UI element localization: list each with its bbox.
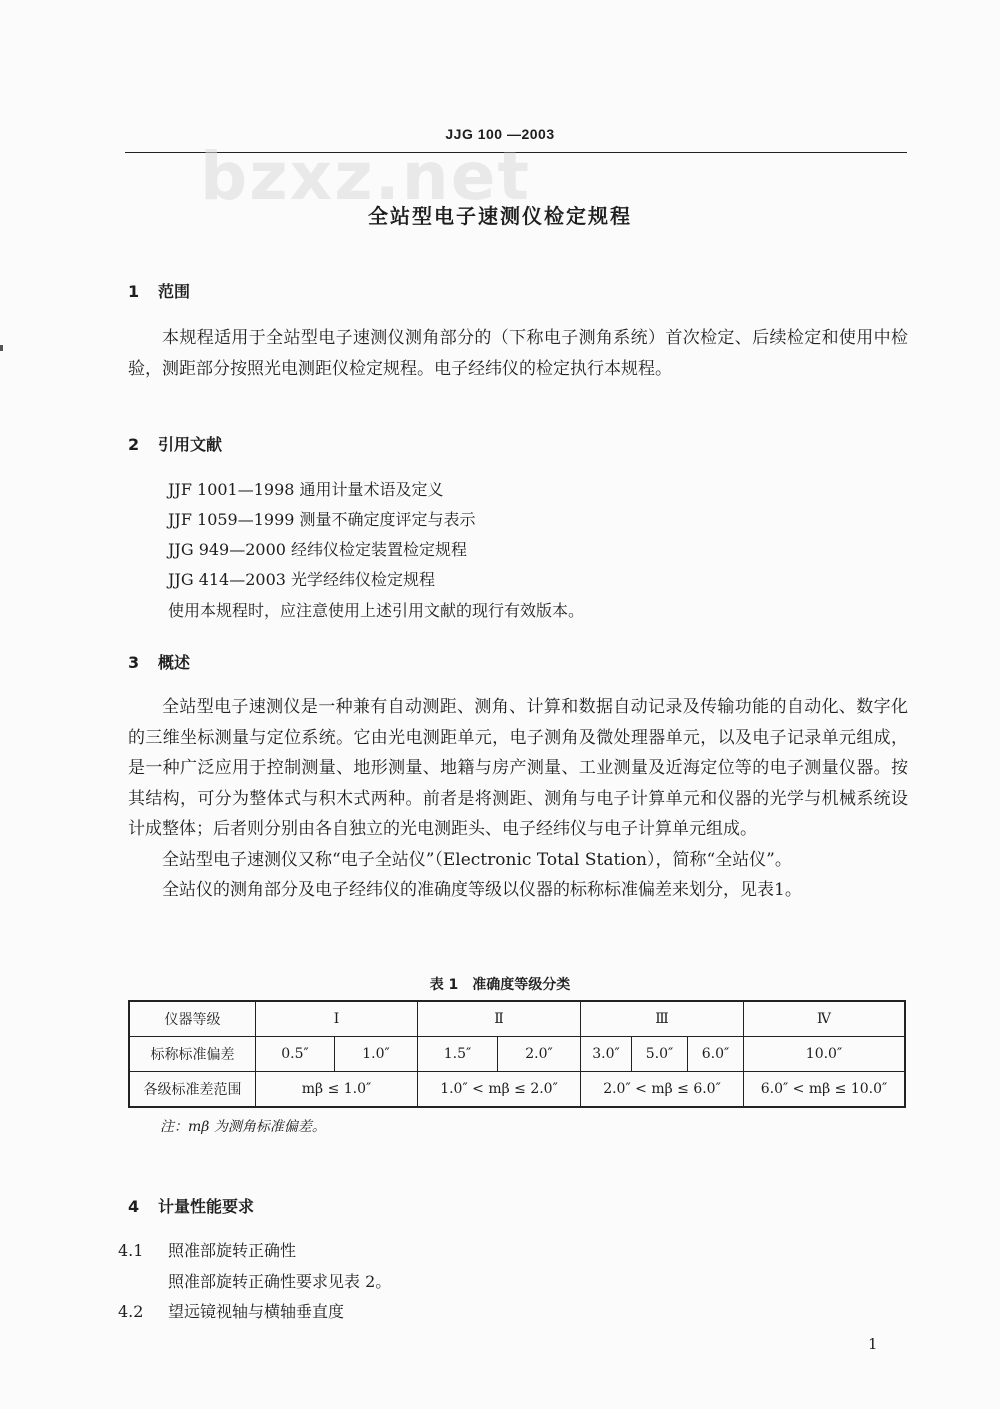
subsection-number: 4.1 bbox=[118, 1241, 144, 1260]
section-title: 计量性能要求 bbox=[158, 1197, 255, 1216]
row-label: 各级标准差范围 bbox=[129, 1072, 256, 1108]
table-caption: 表 1 准确度等级分类 bbox=[429, 977, 571, 993]
deviation-cell: 10.0″ bbox=[744, 1037, 906, 1072]
section-title: 引用文献 bbox=[158, 435, 223, 454]
row-label: 仪器等级 bbox=[129, 1001, 256, 1037]
grade-cell: Ⅳ bbox=[744, 1001, 906, 1037]
reference-item: JJG 949—2000 经纬仪检定装置检定规程 bbox=[168, 540, 468, 559]
paragraph: 本规程适用于全站型电子速测仪测角部分的（下称电子测角系统）首次检定、后续检定和使用中检验，测距部分按照光电测距仪检定规程。电子经纬仪的检定执行本规程。 bbox=[128, 328, 908, 379]
subsection-title: 望远镜视轴与横轴垂直度 bbox=[168, 1302, 345, 1321]
scan-mark bbox=[0, 345, 3, 351]
section-number: 2 bbox=[128, 435, 140, 454]
section-number: 4 bbox=[128, 1197, 140, 1216]
subsection-title: 照准部旋转正确性 bbox=[168, 1241, 297, 1260]
grade-cell: Ⅰ bbox=[256, 1001, 418, 1037]
subsection-number: 4.2 bbox=[118, 1302, 144, 1321]
table-row bbox=[129, 1072, 905, 1108]
section-4-heading bbox=[128, 1194, 254, 1217]
section-title: 范围 bbox=[158, 282, 191, 301]
deviation-cell: 0.5″ bbox=[256, 1037, 335, 1072]
deviation-cell: 1.0″ bbox=[335, 1037, 418, 1072]
section-1-heading bbox=[128, 279, 190, 302]
paragraph: 全站仪的测角部分及电子经纬仪的准确度等级以仪器的标称标准偏差来划分，见表1。 bbox=[162, 880, 802, 900]
page-number: 1 bbox=[868, 1335, 878, 1353]
deviation-cell: 1.5″ bbox=[418, 1037, 498, 1072]
grade-cell: Ⅱ bbox=[418, 1001, 581, 1037]
range-cell: 6.0″ < mβ ≤ 10.0″ bbox=[744, 1072, 906, 1108]
section-number: 1 bbox=[128, 282, 140, 301]
section-number: 3 bbox=[128, 653, 140, 672]
page-header-code: JJG 100 —2003 bbox=[445, 126, 555, 142]
range-cell: 2.0″ < mβ ≤ 6.0″ bbox=[581, 1072, 744, 1108]
range-cell: 1.0″ < mβ ≤ 2.0″ bbox=[418, 1072, 581, 1108]
reference-item: JJF 1001—1998 通用计量术语及定义 bbox=[168, 480, 444, 499]
row-label: 标称标准偏差 bbox=[129, 1037, 256, 1072]
deviation-cell: 5.0″ bbox=[632, 1037, 688, 1072]
accuracy-grade-table bbox=[128, 1000, 906, 1108]
reference-item: JJG 414—2003 光学经纬仪检定规程 bbox=[168, 570, 436, 589]
deviation-cell: 3.0″ bbox=[581, 1037, 632, 1072]
paragraph: 全站型电子速测仪又称“电子全站仪”（Electronic Total Station），简称“全站仪”。 bbox=[162, 849, 792, 870]
subsection-4-1-text: 照准部旋转正确性要求见表 2。 bbox=[168, 1272, 392, 1291]
document-title: 全站型电子速测仪检定规程 bbox=[368, 204, 632, 228]
subsection-4-1 bbox=[118, 1236, 296, 1266]
section-2-heading bbox=[128, 432, 222, 455]
table-row bbox=[129, 1037, 905, 1072]
grade-cell: Ⅲ bbox=[581, 1001, 744, 1037]
section-title: 概述 bbox=[158, 653, 191, 672]
table-row bbox=[129, 1001, 905, 1037]
deviation-cell: 2.0″ bbox=[498, 1037, 581, 1072]
subsection-4-2 bbox=[118, 1297, 344, 1327]
paragraph: 全站型电子速测仪是一种兼有自动测距、测角、计算和数据自动记录及传输功能的自动化、数字化的三维坐标测量与定位系统。它由光电测距单元，电子测角及微处理器单元，以及电子记录单元组成，是一种广泛应用于控制测量、地形测量、地籍与房产测量、工业测量及近海定位等的电子测量仪器。按其结构，可分为整体式与积木式两种。前者是将测距、测角与电子计算单元和仪器的光学与机械系统设计成整体；后者则分别由各自独立的光电测距头、电子经纬仪与电子计算单元组成。 bbox=[128, 697, 908, 839]
section-3-heading bbox=[128, 650, 190, 673]
table-note: 注：mβ 为测角标准偏差。 bbox=[160, 1119, 326, 1135]
section-1-body bbox=[128, 323, 908, 384]
reference-note: 使用本规程时，应注意使用上述引用文献的现行有效版本。 bbox=[168, 601, 585, 620]
reference-item: JJF 1059—1999 测量不确定度评定与表示 bbox=[168, 510, 476, 529]
range-cell: mβ ≤ 1.0″ bbox=[256, 1072, 418, 1108]
section-3-body bbox=[128, 692, 908, 906]
watermark: bzxz.net bbox=[200, 138, 532, 215]
deviation-cell: 6.0″ bbox=[688, 1037, 744, 1072]
